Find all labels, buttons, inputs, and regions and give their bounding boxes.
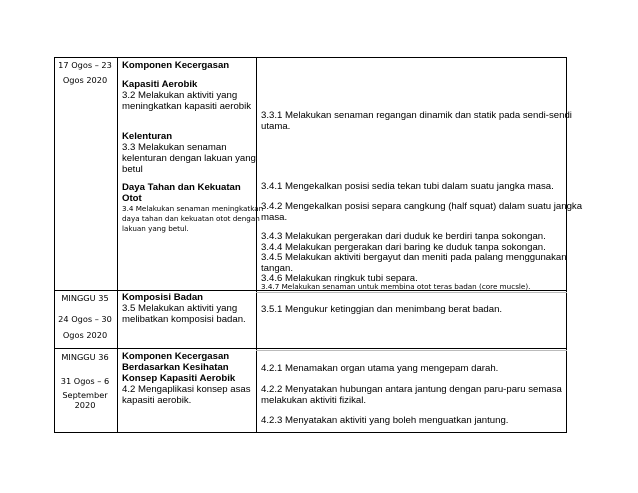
section-text: 4.2 Mengaplikasi konsep asas: [122, 384, 251, 395]
table-border-bottom: [54, 432, 567, 433]
row2-heading: Komposisi Badan: [122, 292, 204, 303]
objective-3-4-5: 3.4.5 Melakukan aktiviti bergayut dan meniti pada palang menggunakan: [261, 252, 567, 263]
date-line: Ogos 2020: [62, 330, 108, 340]
objective-3-3-1: 3.3.1 Melakukan senaman regangan dinamik dan statik pada sendi-sendi: [261, 110, 572, 121]
section-title: Kapasiti Aerobik: [122, 79, 198, 90]
objective-4-2-2: 4.2.2 Menyatakan hubungan antara jantung dengan paru-paru semasa: [261, 384, 562, 395]
section-text: 3.3 Melakukan senaman: [122, 142, 227, 153]
row3-heading: Komponen Kecergasan: [122, 351, 230, 362]
section-text: betul: [122, 164, 143, 175]
objective-4-2-2-cont: melakukan aktiviti fizikal.: [261, 395, 367, 406]
table-divider-2: [256, 57, 257, 432]
week-label: MINGGU 35: [61, 293, 109, 303]
row-divider-2: [54, 348, 567, 349]
section-title: Kelenturan: [122, 131, 173, 142]
row1-heading: Komponen Kecergasan: [122, 60, 230, 71]
date-line: 31 Ogos – 6: [60, 376, 110, 386]
row3-heading: Konsep Kapasiti Aerobik: [122, 373, 236, 384]
section-text: kelenturan dengan lakuan yang: [122, 153, 256, 164]
date-line: Ogos 2020: [62, 75, 108, 85]
date-line: September 2020: [62, 390, 108, 410]
objective-3-3-1-cont: utama.: [261, 121, 291, 132]
section-title: Otot: [122, 193, 142, 204]
objective-3-4-6: 3.4.6 Melakukan ringkuk tubi separa.: [261, 273, 418, 284]
objective-4-2-3: 4.2.3 Menyatakan aktiviti yang boleh menguatkan jantung.: [261, 415, 509, 426]
objective-3-4-7: 3.4.7 Melakukan senaman untuk membina otot teras badan (core mucsle).: [261, 282, 531, 291]
section-small-text: daya tahan dan kekuatan otot dengan: [122, 214, 260, 223]
table-border-top: [54, 57, 567, 58]
section-text: melibatkan komposisi badan.: [122, 314, 246, 325]
date-line: 24 Ogos – 30: [58, 314, 112, 324]
date-line: 17 Ogos – 23: [58, 60, 112, 70]
objective-3-4-2-cont: masa.: [261, 212, 288, 223]
section-small-text: lakuan yang betul.: [122, 224, 189, 233]
section-text: kapasiti aerobik.: [122, 395, 192, 406]
objective-3-4-1: 3.4.1 Mengekalkan posisi sedia tekan tubi dalam suatu jangka masa.: [261, 181, 554, 192]
objective-3-4-5-cont: tangan.: [261, 263, 294, 274]
section-small-text: 3.4 Melakukan senaman meningkatkan: [122, 204, 264, 213]
objective-4-2-1: 4.2.1 Menamakan organ utama yang mengepam darah.: [261, 363, 499, 374]
section-text: 3.2 Melakukan aktiviti yang: [122, 90, 238, 101]
objective-3-4-3: 3.4.3 Melakukan pergerakan dari duduk ke berdiri tanpa sokongan.: [261, 231, 546, 242]
table-divider-1: [117, 57, 118, 432]
objective-3-4-4: 3.4.4 Melakukan pergerakan dari baring ke duduk tanpa sokongan.: [261, 242, 546, 253]
section-text: meningkatkan kapasiti aerobik: [122, 101, 252, 112]
section-text: 3.5 Melakukan aktiviti yang: [122, 303, 238, 314]
objective-3-5-1: 3.5.1 Mengukur ketinggian dan menimbang berat badan.: [261, 304, 503, 315]
week-label: MINGGU 36: [61, 352, 109, 362]
row-divider-2-inner: [256, 350, 567, 351]
section-title: Daya Tahan dan Kekuatan: [122, 182, 241, 193]
row3-heading: Berdasarkan Kesihatan: [122, 362, 229, 373]
objective-3-4-2: 3.4.2 Mengekalkan posisi separa cangkung (half squat) dalam suatu jangka: [261, 201, 583, 212]
